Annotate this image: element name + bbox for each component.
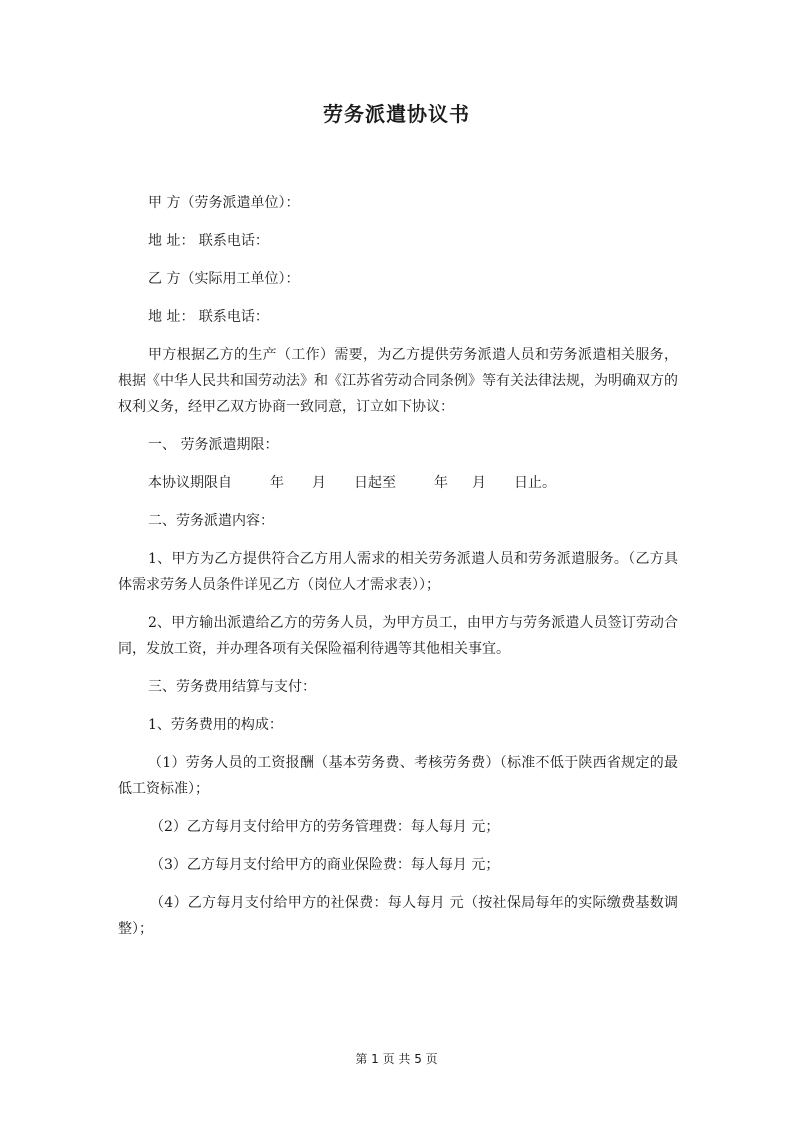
term-month1: 月	[312, 475, 326, 491]
term-year2: 年	[434, 475, 448, 491]
party-a-line: 甲 方（劳务派遣单位）：	[148, 195, 300, 211]
term-prefix: 本协议期限自	[148, 475, 232, 491]
section3-heading: 三、劳务费用结算与支付：	[148, 679, 316, 695]
section2-heading: 二、劳务派遣内容：	[148, 513, 274, 529]
section1-heading: 一、 劳务派遣期限：	[148, 437, 279, 453]
section3-sub1: （1）劳务人员的工资报酬（基本劳务费、考核劳务费）（标准不低于陕西省规定的最低工资标准）；	[118, 755, 678, 797]
page-footer: 第 1 页 共 5 页	[355, 1052, 438, 1066]
party-b-line: 乙 方（实际用工单位）：	[148, 271, 300, 287]
section3-sub2: （2）乙方每月支付给甲方的劳务管理费：每人每月 元；	[150, 819, 500, 835]
section3-sub3: （3）乙方每月支付给甲方的商业保险费：每人每月 元；	[150, 857, 500, 873]
section2-item2: 2、甲方输出派遣给乙方的劳务人员，为甲方员工，由甲方与劳务派遣人员签订劳动合同，发放工资，并办理各项有关保险福利待遇等其他相关事宜。	[118, 615, 678, 657]
party-a-address-line: 地 址： 联系电话：	[148, 233, 269, 249]
document-body	[118, 190, 678, 942]
term-from: 日起至	[354, 475, 396, 491]
term-to: 日止。	[514, 475, 556, 491]
document-title: 劳务派遣协议书	[323, 102, 470, 126]
section3-item1: 1、劳务费用的构成：	[148, 717, 283, 733]
preamble-paragraph: 甲方根据乙方的生产（工作）需要，为乙方提供劳务派遣人员和劳务派遣相关服务，根据《中华人民共和国劳动法》和《江苏省劳动合同条例》等有关法律法规，为明确双方的权利义务，经甲乙双方协商一致同意，订立如下协议：	[118, 347, 678, 415]
term-year1: 年	[270, 475, 284, 491]
term-month2: 月	[472, 475, 486, 491]
section1-term-line	[118, 470, 678, 496]
party-b-address-line: 地 址： 联系电话：	[148, 309, 269, 325]
section3-sub4: （4）乙方每月支付给甲方的社保费：每人每月 元（按社保局每年的实际缴费基数调整）；	[118, 895, 678, 937]
section2-item1: 1、甲方为乙方提供符合乙方用人需求的相关劳务派遣人员和劳务派遣服务。（乙方具体需求劳务人员条件详见乙方（岗位人才需求表））；	[118, 551, 678, 593]
